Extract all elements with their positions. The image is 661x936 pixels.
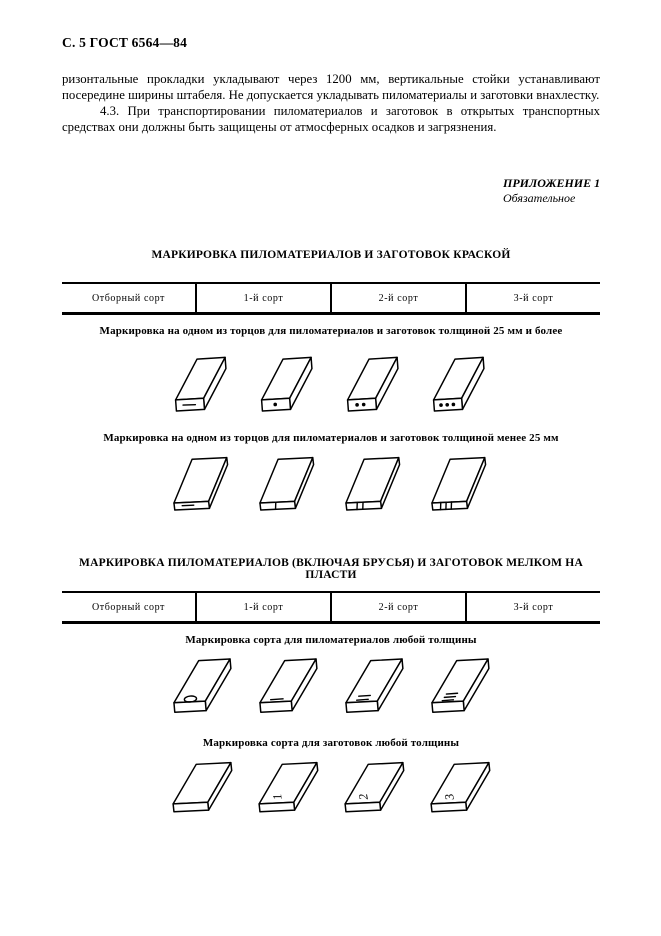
board-figure-dash [169, 350, 235, 416]
caption-end-marks-thick: Маркировка на одном из торцов для пиломатериалов и заготовок толщиной 25 мм и более [99, 325, 563, 337]
board-figure-three-lines [427, 652, 493, 718]
board-figure-dash [169, 451, 235, 517]
board-figure-one-line [255, 652, 321, 718]
board-figure-one-dot [255, 350, 321, 416]
figure-row-face-marks-lumber [62, 652, 600, 718]
board-figure-blank [169, 754, 235, 820]
grade-cell-first: 1-й сорт [195, 593, 330, 621]
svg-text:3: 3 [441, 792, 457, 802]
body-text [62, 71, 600, 135]
grade-table-chalk [62, 591, 600, 624]
grade-table-paint [62, 282, 600, 315]
board-figure-digit [427, 754, 493, 820]
figure-row-end-marks-thin [62, 451, 600, 517]
svg-text:1: 1 [269, 792, 285, 802]
board-figure-three-dots [427, 350, 493, 416]
annex-label: ПРИЛОЖЕНИЕ 1 [503, 176, 601, 190]
board-figure-digit [341, 754, 407, 820]
board-figure-digit [255, 754, 321, 820]
annex-note: Обязательное [503, 191, 576, 205]
board-figure-two-stripes [341, 451, 407, 517]
board-figure-two-lines [341, 652, 407, 718]
grade-cell-third: 3-й сорт [465, 593, 600, 621]
board-figure-two-dots [341, 350, 407, 416]
caption-face-marks-lumber: Маркировка сорта для пиломатериалов любой толщины [185, 634, 477, 646]
grade-cell-second: 2-й сорт [330, 284, 465, 312]
grade-cell-select: Отборный сорт [91, 601, 166, 613]
board-figure-oval [169, 652, 235, 718]
caption-end-marks-thin: Маркировка на одном из торцов для пиломатериалов и заготовок толщиной менее 25 мм [103, 432, 559, 444]
grade-cell-select: Отборный сорт [91, 292, 166, 304]
grade-cell-first: 1-й сорт [195, 284, 330, 312]
page-header: С. 5 ГОСТ 6564—84 [62, 35, 188, 50]
grade-cell-third: 3-й сорт [465, 284, 600, 312]
annex-block [503, 176, 600, 206]
board-figure-three-stripes [427, 451, 493, 517]
section-chalk-title: МАРКИРОВКА ПИЛОМАТЕРИАЛОВ (ВКЛЮЧАЯ БРУСЬЯ) И ЗАГОТОВОК МЕЛКОМ НА ПЛАСТИ [79, 557, 583, 581]
paragraph-continuation: ризонтальные прокладки укладывают через 1200 мм, вертикальные стойки устанавливают посередине ширины штабеля. Не допускается укладывать пиломатериалы и заготовки внахлестку. [62, 72, 600, 102]
section-paint-title: МАРКИРОВКА ПИЛОМАТЕРИАЛОВ И ЗАГОТОВОК КРАСКОЙ [151, 249, 511, 261]
figure-row-end-marks-thick [62, 350, 600, 416]
paragraph-4-3: 4.3. При транспортировании пиломатериалов и заготовок в открытых транспортных средствах они должны быть защищены от атмосферных осадков и загрязнения. [62, 104, 600, 134]
svg-text:2: 2 [355, 792, 371, 802]
board-figure-one-stripe [255, 451, 321, 517]
caption-face-marks-blanks: Маркировка сорта для заготовок любой толщины [202, 737, 460, 749]
figure-row-face-marks-blanks [62, 754, 600, 820]
grade-cell-second: 2-й сорт [330, 593, 465, 621]
